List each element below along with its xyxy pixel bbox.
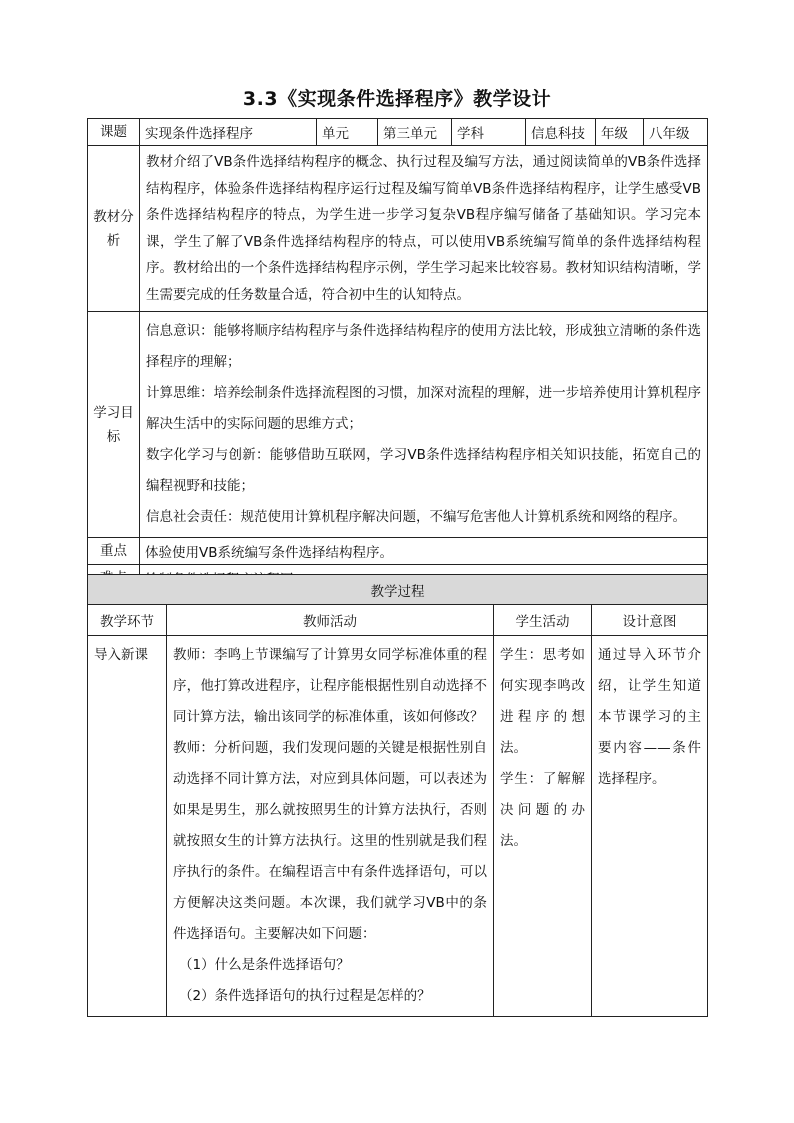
- unit-value: 第三单元: [378, 119, 452, 146]
- column-header-student: 学生活动: [494, 605, 592, 636]
- subject-label: 学科: [452, 119, 526, 146]
- teacher-activity-cell: [167, 636, 494, 1017]
- goal-item: 信息意识：能够将顺序结构程序与条件选择结构程序的使用方法比较，形成独立清晰的条件选择程序的理解；: [146, 323, 701, 370]
- student-activity-paragraph: 学生：了解解决问题的办法。: [500, 771, 585, 849]
- design-intent-cell: 通过导入环节介绍，让学生知道本节课学习的主要内容——条件选择程序。: [592, 636, 708, 1017]
- info-row: [88, 119, 708, 146]
- analysis-label: 教材分析: [88, 146, 140, 312]
- column-header-stage: 教学环节: [88, 605, 167, 636]
- column-header-row: [88, 605, 708, 636]
- goal-item: 数字化学习与创新：能够借助互联网，学习VB条件选择结构程序相关知识技能，拓宽自己的编程视野和技能；: [146, 447, 701, 494]
- stage-cell: 导入新课: [88, 636, 167, 1017]
- goals-row: [88, 312, 708, 538]
- goals-list: [140, 312, 708, 538]
- teacher-activity-question: （1）什么是条件选择语句？: [179, 957, 350, 973]
- analysis-row: [88, 146, 708, 312]
- lesson-info-table: [87, 118, 708, 592]
- goal-item: 信息社会责任：规范使用计算机程序解决问题，不编写危害他人计算机系统和网络的程序。: [146, 509, 686, 525]
- grade-value: 八年级: [644, 119, 708, 146]
- student-activity-cell: [494, 636, 592, 1017]
- teaching-process-table: [87, 574, 708, 1017]
- topic-label: 课题: [88, 119, 140, 146]
- key-point-label: 重点: [88, 538, 140, 565]
- goal-item: 计算思维：培养绘制条件选择流程图的习惯，加深对流程的理解，进一步培养使用计算机程序解决生活中的实际问题的思维方式；: [146, 385, 701, 432]
- key-point-text: 体验使用VB系统编写条件选择结构程序。: [140, 538, 708, 565]
- column-header-teacher: 教师活动: [167, 605, 494, 636]
- analysis-text: 教材介绍了VB条件选择结构程序的概念、执行过程及编写方法，通过阅读简单的VB条件选择结构程序，体验条件选择结构程序运行过程及编写简单VB条件选择结构程序，让学生感受VB条件选择结构程序的特点，为学生进一步学习复杂VB程序编写储备了基础知识。学习完本课，学生了解了VB条件选择结构程序的特点，可以使用VB系统编写简单的条件选择结构程序。教材给出的一个条件选择结构程序示例，学生学习起来比较容易。教材知识结构清晰，学生需要完成的任务数量合适，符合初中生的认知特点。: [140, 146, 708, 312]
- process-row: [88, 636, 708, 1017]
- teacher-activity-paragraph: 教师：分析问题，我们发现问题的关键是根据性别自动选择不同计算方法，对应到具体问题，可以表述为如果是男生，那么就按照男生的计算方法执行，否则就按照女生的计算方法执行。这里的性别就是我们程序执行的条件。在编程语言中有条件选择语句，可以方便解决这类问题。本次课，我们就学习VB中的条件选择语句。主要解决如下问题：: [173, 740, 487, 942]
- teacher-activity-question: （2）条件选择语句的执行过程是怎样的？: [179, 988, 431, 1004]
- subject-value: 信息科技: [526, 119, 596, 146]
- topic-value: 实现条件选择程序: [140, 119, 317, 146]
- grade-label: 年级: [596, 119, 644, 146]
- goals-label: 学习目标: [88, 312, 140, 538]
- process-header: 教学过程: [88, 575, 708, 605]
- teacher-activity-paragraph: 教师：李鸣上节课编写了计算男女同学标准体重的程序，他打算改进程序，让程序能根据性别自动选择不同计算方法，输出该同学的标准体重，该如何修改？: [173, 647, 487, 725]
- student-activity-paragraph: 学生：思考如何实现李鸣改进程序的想法。: [500, 647, 585, 756]
- page-title: 3.3《实现条件选择程序》教学设计: [242, 88, 552, 110]
- column-header-intent: 设计意图: [592, 605, 708, 636]
- process-header-row: [88, 575, 708, 605]
- unit-label: 单元: [317, 119, 378, 146]
- key-point-row: [88, 538, 708, 565]
